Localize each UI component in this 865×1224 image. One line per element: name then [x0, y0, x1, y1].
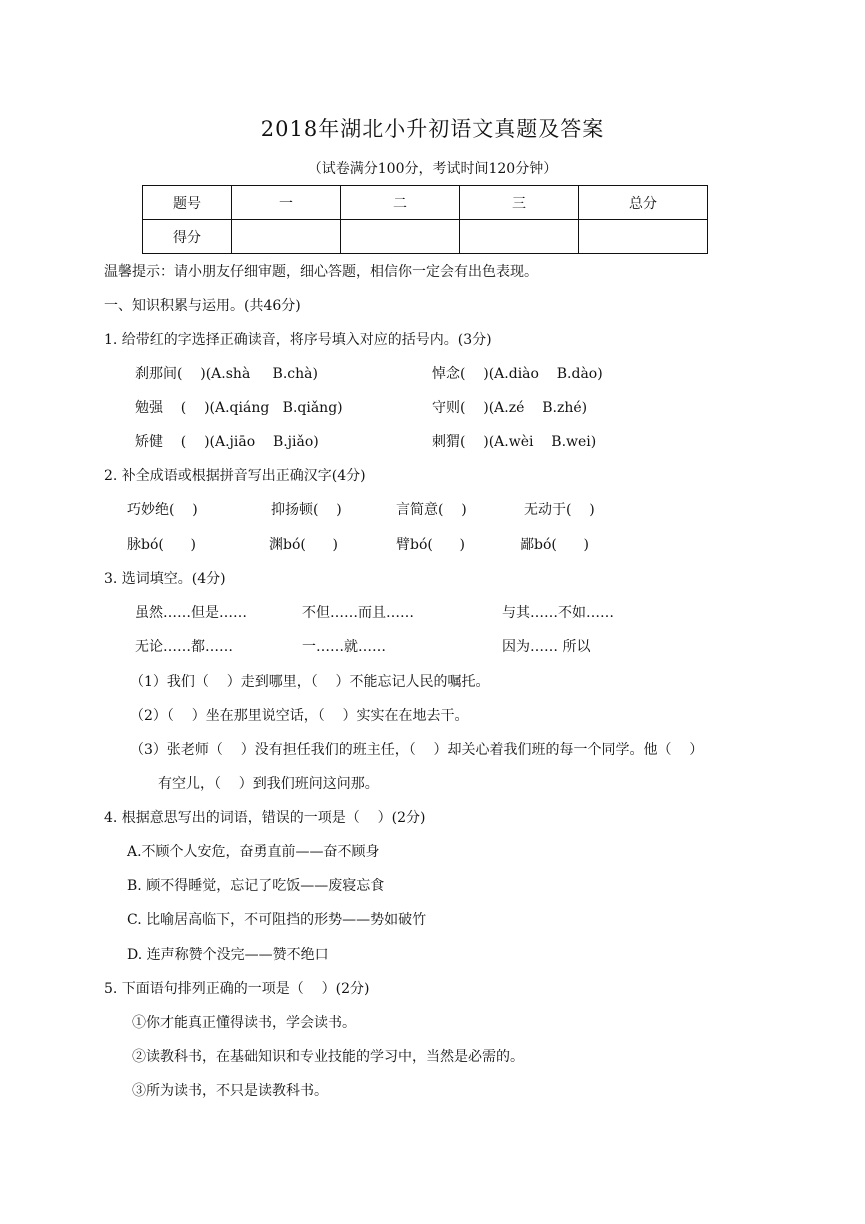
exam-info: （试卷满分100分，考试时间120分钟） — [307, 161, 558, 177]
q1-item: 刺猬( )(A.wèi B.wei) — [432, 434, 597, 450]
q5-item: ③所为读书，不只是读教科书。 — [132, 1083, 328, 1099]
question-3-stem: 3. 选词填空。(4分) — [104, 571, 226, 587]
header-cell-part3: 三 — [460, 186, 579, 220]
header-cell-part2: 二 — [341, 186, 460, 220]
q1-item: 刹那间( )(A.shà B.chà) — [135, 366, 318, 382]
question-5-stem: 5. 下面语句排列正确的一项是（ ）(2分) — [104, 981, 370, 997]
score-row-label: 得分 — [143, 220, 232, 254]
score-table — [142, 185, 708, 254]
q1-item: 守则( )(A.zé B.zhé) — [432, 400, 588, 416]
q3-sentence-3-cont: 有空儿，（ ）到我们班问这问那。 — [158, 776, 379, 792]
q3-word-option: 无论……都…… — [135, 639, 233, 655]
q3-word-option: 一……就…… — [302, 639, 386, 655]
q3-word-option: 因为…… 所以 — [502, 639, 591, 655]
score-cell-part2[interactable] — [341, 220, 460, 254]
q1-item: 矫健 ( )(A.jiāo B.jiǎo) — [135, 434, 319, 450]
q4-option-d: D. 连声称赞个没完——赞不绝口 — [127, 947, 329, 963]
score-cell-part1[interactable] — [232, 220, 341, 254]
q3-sentence-1: （1）我们（ ）走到哪里，（ ）不能忘记人民的嘱托。 — [130, 674, 490, 690]
q2-item: 言简意( ) — [396, 502, 467, 518]
q4-option-b: B. 顾不得睡觉，忘记了吃饭——废寝忘食 — [127, 878, 385, 894]
score-cell-part3[interactable] — [460, 220, 579, 254]
section-heading: 一、知识积累与运用。(共46分) — [104, 298, 301, 314]
q2-item: 脉bó( ) — [127, 537, 197, 553]
q3-word-option: 不但……而且…… — [302, 605, 414, 621]
question-1-stem: 1. 给带红的字选择正确读音，将序号填入对应的括号内。(3分) — [104, 332, 492, 348]
score-table-header-row — [143, 186, 708, 220]
question-4-stem: 4. 根据意思写出的词语，错误的一项是（ ）(2分) — [104, 810, 426, 826]
q2-item: 无动于( ) — [524, 502, 595, 518]
q3-sentence-2: （2）（ ）坐在那里说空话，（ ）实实在在地去干。 — [130, 708, 469, 724]
q3-word-option: 与其……不如…… — [502, 605, 614, 621]
q5-item: ①你才能真正懂得读书，学会读书。 — [132, 1015, 356, 1031]
tip-text: 温馨提示：请小朋友仔细审题，细心答题，相信你一定会有出色表现。 — [104, 264, 538, 280]
q2-item: 鄙bó( ) — [520, 537, 590, 553]
q2-item: 巧妙绝( ) — [127, 502, 198, 518]
q2-item: 抑扬顿( ) — [271, 502, 342, 518]
question-2-stem: 2. 补全成语或根据拼音写出正确汉字(4分) — [104, 468, 366, 484]
q4-option-a: A.不顾个人安危，奋勇直前——奋不顾身 — [127, 844, 380, 860]
header-cell-total: 总分 — [579, 186, 708, 220]
q5-item: ②读教科书，在基础知识和专业技能的学习中，当然是必需的。 — [132, 1049, 524, 1065]
q3-word-option: 虽然……但是…… — [135, 605, 247, 621]
header-cell-number: 题号 — [143, 186, 232, 220]
q4-option-c: C. 比喻居高临下，不可阻挡的形势——势如破竹 — [127, 912, 427, 928]
score-cell-total[interactable] — [579, 220, 708, 254]
q2-item: 臂bó( ) — [396, 537, 466, 553]
score-table-score-row — [143, 220, 708, 254]
page-title: 2018年湖北小升初语文真题及答案 — [260, 117, 605, 141]
q1-item: 勉强 ( )(A.qiáng B.qiǎng) — [135, 400, 343, 416]
q1-item: 悼念( )(A.diào B.dào) — [432, 366, 603, 382]
q2-item: 渊bó( ) — [269, 537, 339, 553]
q3-sentence-3: （3）张老师（ ）没有担任我们的班主任，（ ）却关心着我们班的每一个同学。他（ ） — [130, 742, 704, 758]
header-cell-part1: 一 — [232, 186, 341, 220]
